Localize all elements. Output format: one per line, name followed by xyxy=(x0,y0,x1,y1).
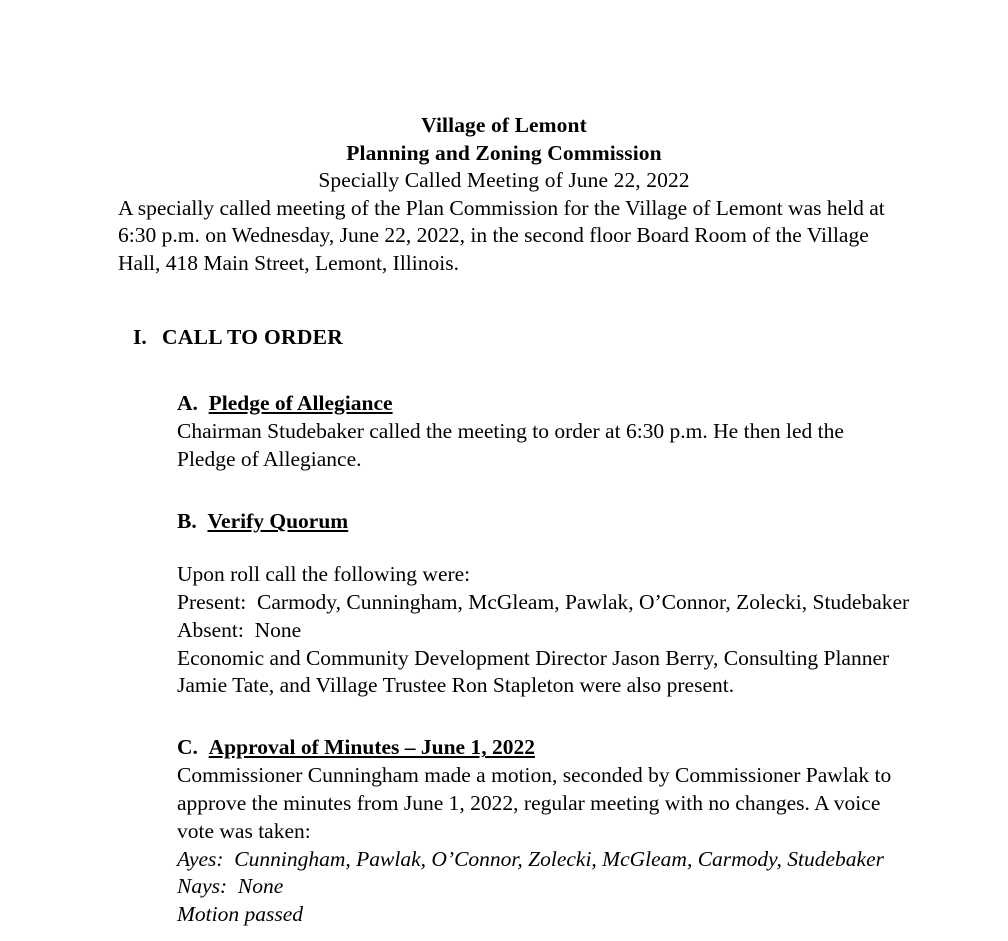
roll-call-absent-line xyxy=(177,617,892,645)
document-title-block xyxy=(0,0,1008,195)
subsection-title-c: Approval of Minutes – June 1, 2022 xyxy=(208,735,535,760)
subsection-letter-c: C. xyxy=(177,735,198,760)
vote-line-ayes: Ayes: Cunningham, Pawlak, O’Connor, Zolecki, McGleam, Carmody, Studebaker xyxy=(177,846,885,871)
title-line-organization: Village of Lemont xyxy=(421,113,587,137)
roll-call-intro: Upon roll call the following were: xyxy=(177,562,471,587)
title-line-commission: Planning and Zoning Commission xyxy=(346,140,662,165)
present-label: Present: xyxy=(177,590,247,614)
document-body xyxy=(0,195,1008,930)
roll-call-block xyxy=(177,561,910,644)
subsection-heading-b xyxy=(177,508,892,536)
motion-paragraph: Commissioner Cunningham made a motion, seconded by Commissioner Pawlak to approve the minutes from June 1, 2022, regular meeting with no changes. A voice vote was taken: xyxy=(177,763,892,843)
subsection-approval-of-minutes xyxy=(177,734,892,929)
absent-label: Absent: xyxy=(177,617,244,642)
subsection-heading-c xyxy=(177,734,892,762)
vote-record-block xyxy=(177,846,892,929)
vote-line-nays: Nays: None xyxy=(177,874,284,899)
title-line-meeting-date: Specially Called Meeting of June 22, 2022 xyxy=(318,168,690,193)
subsection-letter-b: B. xyxy=(177,509,197,534)
intro-paragraph: A specially called meeting of the Plan Commission for the Village of Lemont was held at 6:30 p.m. on Wednesday, June 22, 2022, in the second floor Board Room of the Village Hall, 418 Main Street, Lemont, Illinois. xyxy=(118,195,885,276)
absent-names: None xyxy=(254,617,302,642)
present-names: Carmody, Cunningham, McGleam, Pawlak, O’Connor, Zolecki, Studebaker xyxy=(257,590,910,614)
section-heading-call-to-order xyxy=(118,324,892,352)
vote-line-result: Motion passed xyxy=(177,902,304,927)
subsection-verify-quorum xyxy=(177,508,910,700)
staff-present-paragraph: Economic and Community Development Director Jason Berry, Consulting Planner Jamie Tate, and Village Trustee Ron Stapleton were also present. xyxy=(177,645,890,698)
roll-call-present-line xyxy=(177,589,910,617)
subsection-title-b: Verify Quorum xyxy=(207,509,349,534)
subsection-letter-a: A. xyxy=(177,390,198,415)
subsection-title-a: Pledge of Allegiance xyxy=(208,390,393,415)
subsection-heading-a xyxy=(177,390,892,418)
subsection-pledge-of-allegiance xyxy=(177,390,892,473)
section-number: I. xyxy=(133,325,147,350)
section-title: CALL TO ORDER xyxy=(162,325,344,350)
subsection-body-a: Chairman Studebaker called the meeting to order at 6:30 p.m. He then led the Pledge of Allegiance. xyxy=(177,418,844,471)
